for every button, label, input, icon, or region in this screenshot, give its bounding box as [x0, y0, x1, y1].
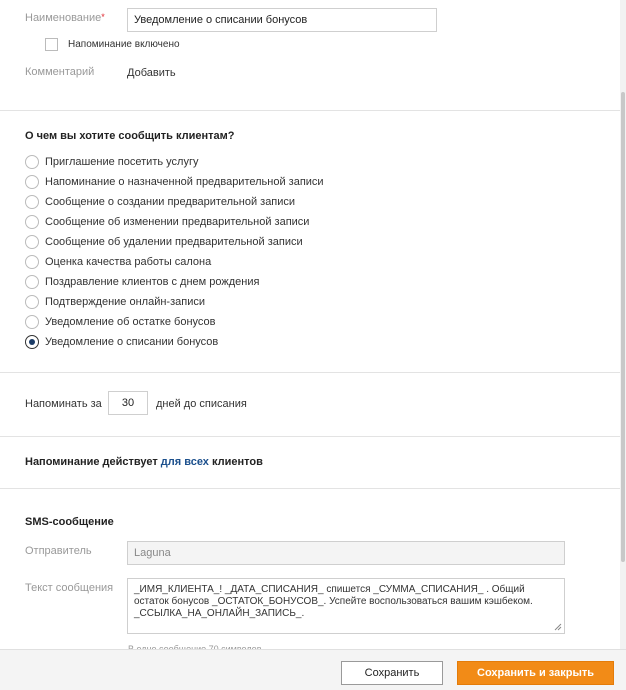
- radio-button[interactable]: [25, 175, 39, 189]
- question-heading: О чем вы хотите сообщить клиентам?: [25, 130, 235, 142]
- save-and-close-button[interactable]: Сохранить и закрыть: [457, 661, 614, 685]
- radio-button[interactable]: [25, 235, 39, 249]
- message-textarea[interactable]: [127, 578, 565, 634]
- scope-link[interactable]: для всех: [160, 456, 209, 468]
- radio-option-label: Уведомление о списании бонусов: [45, 336, 219, 348]
- remind-prefix: Напоминать за: [25, 398, 102, 410]
- message-text-label: Текст сообщения: [25, 582, 114, 594]
- divider-2: [0, 372, 620, 373]
- remind-suffix: дней до списания: [156, 398, 247, 410]
- radio-option[interactable]: [25, 314, 215, 330]
- radio-option[interactable]: [25, 154, 198, 170]
- scope-line: [25, 456, 263, 468]
- sender-label: Отправитель: [25, 545, 92, 557]
- sender-value: Laguna: [134, 547, 171, 559]
- radio-option-label: Поздравление клиентов с днем рождения: [45, 276, 260, 288]
- message-text-value: _ИМЯ_КЛИЕНТА_! _ДАТА_СПИСАНИЯ_ спишется _СУММА_СПИСАНИЯ_ . Общий остаток бонусов _ОСТАТОК_БОНУСОВ_. Успейте воспользоваться вашим кэшбеком. _ССЫЛКА_НА_ОНЛАЙН_ЗАПИСЬ_.: [134, 584, 533, 619]
- resize-handle-icon[interactable]: [554, 623, 562, 631]
- scope-prefix: Напоминание действует: [25, 456, 158, 468]
- sms-heading: SMS-сообщение: [25, 516, 114, 528]
- radio-button[interactable]: [25, 275, 39, 289]
- name-label: [25, 12, 105, 24]
- radio-option-label: Напоминание о назначенной предварительной записи: [45, 176, 324, 188]
- radio-button[interactable]: [25, 195, 39, 209]
- footer-bar: [0, 649, 626, 690]
- radio-button[interactable]: [25, 155, 39, 169]
- radio-option-label: Оценка качества работы салона: [45, 256, 212, 268]
- required-mark: *: [101, 12, 105, 22]
- radio-button[interactable]: [25, 215, 39, 229]
- radio-button[interactable]: [25, 295, 39, 309]
- radio-option[interactable]: [25, 214, 309, 230]
- comment-add-link[interactable]: Добавить: [127, 67, 176, 79]
- radio-option-label: Сообщение об удалении предварительной записи: [45, 236, 303, 248]
- scrollbar-thumb[interactable]: [621, 92, 625, 562]
- comment-label: Комментарий: [25, 66, 95, 78]
- radio-option[interactable]: [25, 194, 295, 210]
- radio-option-label: Подтверждение онлайн-записи: [45, 296, 205, 308]
- radio-option-label: Сообщение об изменении предварительной записи: [45, 216, 310, 228]
- radio-button[interactable]: [25, 255, 39, 269]
- divider-3: [0, 436, 620, 437]
- radio-option-selected[interactable]: [25, 334, 218, 350]
- name-input[interactable]: [127, 8, 437, 32]
- radio-button-selected[interactable]: [25, 335, 39, 349]
- radio-button[interactable]: [25, 315, 39, 329]
- divider-1: [0, 110, 620, 111]
- radio-option[interactable]: [25, 274, 259, 290]
- radio-option-label: Приглашение посетить услугу: [45, 156, 199, 168]
- divider-4: [0, 488, 620, 489]
- radio-option[interactable]: [25, 174, 324, 190]
- remind-days-value: 30: [121, 397, 135, 409]
- name-input-value: Уведомление о списании бонусов: [134, 14, 308, 26]
- remind-days-input[interactable]: [108, 391, 148, 415]
- radio-option[interactable]: [25, 234, 303, 250]
- radio-option[interactable]: [25, 254, 211, 270]
- name-label-text: Наименование: [25, 12, 102, 24]
- scope-suffix: клиентов: [212, 456, 263, 468]
- save-button[interactable]: Сохранить: [341, 661, 443, 685]
- radio-option-label: Уведомление об остатке бонусов: [45, 316, 216, 328]
- reminder-enabled-checkbox[interactable]: [45, 38, 58, 51]
- reminder-enabled-label: Напоминание включено: [68, 39, 180, 50]
- radio-option-label: Сообщение о создании предварительной записи: [45, 196, 296, 208]
- radio-option[interactable]: [25, 294, 205, 310]
- sender-input[interactable]: [127, 541, 565, 565]
